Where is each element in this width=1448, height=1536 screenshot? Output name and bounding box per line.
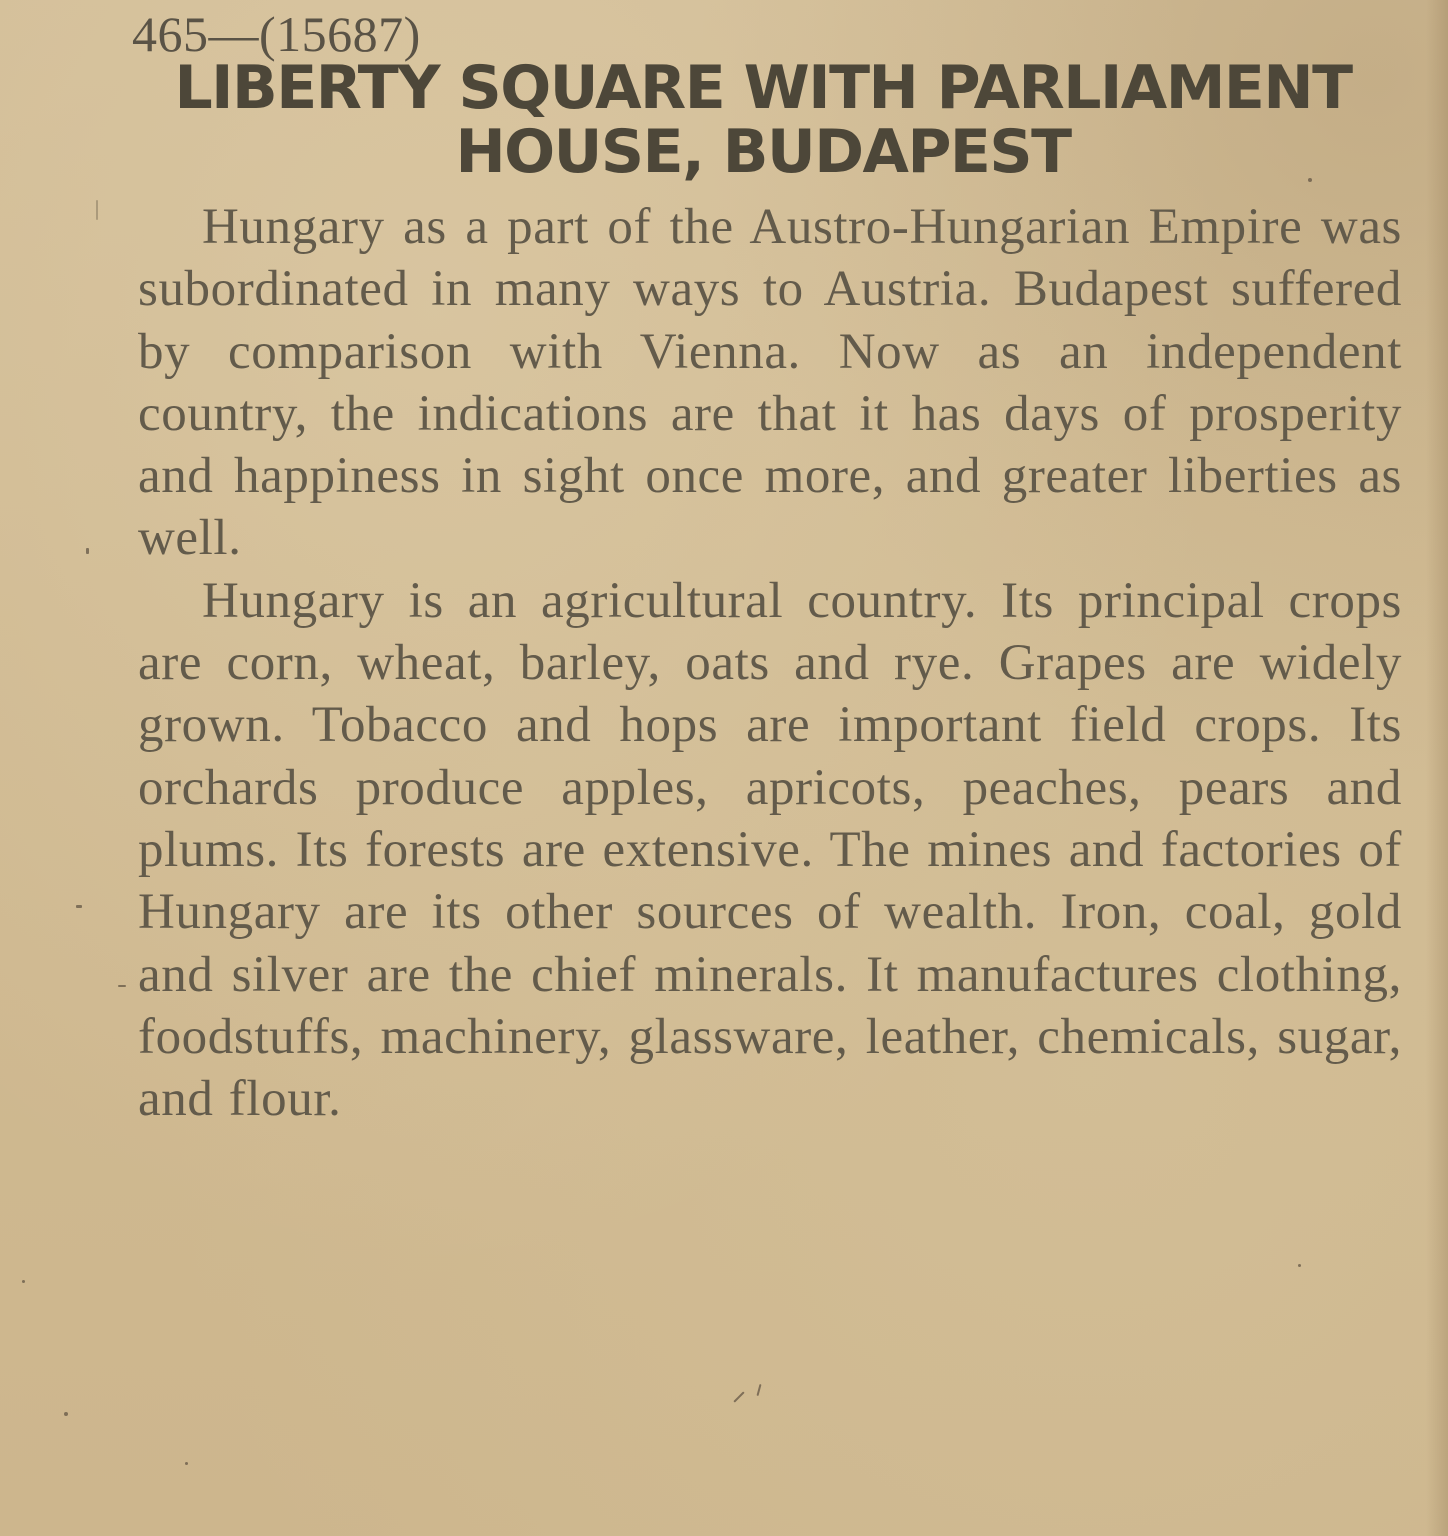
paper-speck xyxy=(733,1391,744,1402)
paper-speck xyxy=(185,1462,188,1465)
paper-speck xyxy=(1298,1264,1301,1267)
paper-speck xyxy=(96,200,98,220)
paper-speck xyxy=(756,1384,761,1396)
card-title-line-1: LIBERTY SQUARE WITH PARLIAMENT xyxy=(174,53,1352,123)
card-number: 465—(15687) xyxy=(132,6,421,62)
card-title-line-2: HOUSE, BUDAPEST xyxy=(455,117,1071,187)
paragraph-history: Hungary as a part of the Austro-Hungarian Empire was subordinated in many ways to Austria. Budapest suffered by comparison with Vienna. Now as an independent country, the indications are that it has days of prosperity and happiness in sight once more, and greater liberties as well. xyxy=(138,199,1402,567)
paper-speck xyxy=(86,548,89,554)
card-edge-shadow xyxy=(1426,0,1448,1536)
paper-speck xyxy=(76,905,82,908)
card-body xyxy=(138,196,1402,1130)
card-title xyxy=(128,53,1398,187)
paper-speck xyxy=(118,985,126,987)
paper-speck xyxy=(64,1412,68,1416)
paragraph-economy: Hungary is an agricultural country. Its principal crops are corn, wheat, barley, oats and rye. Grapes are widely grown. Tobacco and hops are important field crops. Its orchards produce apples, apricots, peaches, pears and plums. Its forests are extensive. The mines and factories of Hungary are its other sources of wealth. Iron, coal, gold and silver are the chief minerals. It manufactures clothing, foodstuffs, machinery, glassware, leather, chemicals, sugar, and flour. xyxy=(138,572,1402,1128)
paper-speck xyxy=(22,1280,25,1283)
